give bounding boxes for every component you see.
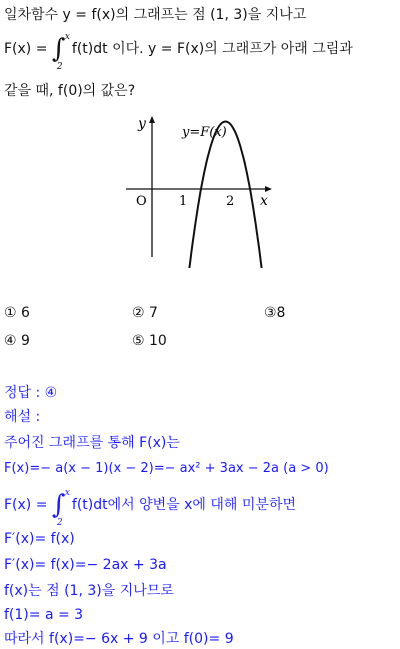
solution-integral-sign: ∫ x 2	[51, 488, 70, 528]
curve-label: y=F(x)	[182, 125, 227, 140]
solution-line-5: F′(x)= f(x)=− 2ax + 3a	[4, 557, 167, 573]
solution-line-4: F′(x)= f(x)	[4, 531, 75, 547]
solution-line-7: f(1)= a = 3	[4, 607, 84, 623]
solution-heading: 해설 :	[4, 409, 41, 425]
question-line-2-rhs: 이다. y = F(x)의 그래프가 아래 그림과	[107, 41, 353, 57]
origin-label: O	[136, 194, 147, 209]
solution-line-1: 주어진 그래프를 통해 F(x)는	[4, 435, 180, 451]
option-4[interactable]: ④ 9	[4, 333, 30, 349]
x-axis-arrow	[265, 186, 272, 192]
solution-line-2: F(x)=− a(x − 1)(x − 2)=− ax² + 3ax − 2a (a > 0)	[4, 461, 329, 476]
solution-line-8: 따라서 f(x)=− 6x + 9 이고 f(0)= 9	[4, 631, 234, 647]
integral-upper: x	[64, 32, 70, 42]
y-axis-label: y	[138, 116, 146, 132]
solution-line-3-lhs: F(x) =	[4, 497, 52, 513]
solution-line-6: f(x)는 점 (1, 3)을 지나므로	[4, 583, 174, 599]
question-line-2	[4, 32, 353, 72]
integral-lower: 2	[56, 62, 63, 72]
solution-line-3	[4, 488, 296, 528]
question-line-2-lhs: F(x) =	[4, 41, 52, 57]
solution-integral-integrand: f(t)dt	[71, 497, 108, 513]
y-axis-arrow	[149, 116, 155, 123]
question-line-3: 같을 때, f(0)의 값은?	[4, 83, 136, 99]
tick-1-label: 1	[179, 194, 188, 209]
graph-figure	[120, 108, 280, 268]
option-5[interactable]: ⑤ 10	[132, 333, 167, 349]
question-line-1: 일차함수 y = f(x)의 그래프는 점 (1, 3)을 지나고	[4, 7, 307, 23]
tick-2-label: 2	[226, 194, 235, 209]
option-1[interactable]: ① 6	[4, 305, 30, 321]
option-3[interactable]: ③8	[264, 305, 286, 321]
integral-integrand: f(t)dt	[71, 41, 108, 57]
solution-integral-upper: x	[64, 488, 70, 498]
integral-sign: ∫ x 2	[51, 32, 70, 72]
answer-line: 정답 : ④	[4, 385, 58, 401]
solution-line-3-rhs: 에서 양변을 x에 대해 미분하면	[107, 497, 296, 513]
option-2[interactable]: ② 7	[132, 305, 158, 321]
solution-integral-lower: 2	[56, 518, 63, 528]
x-axis-label: x	[260, 193, 268, 209]
